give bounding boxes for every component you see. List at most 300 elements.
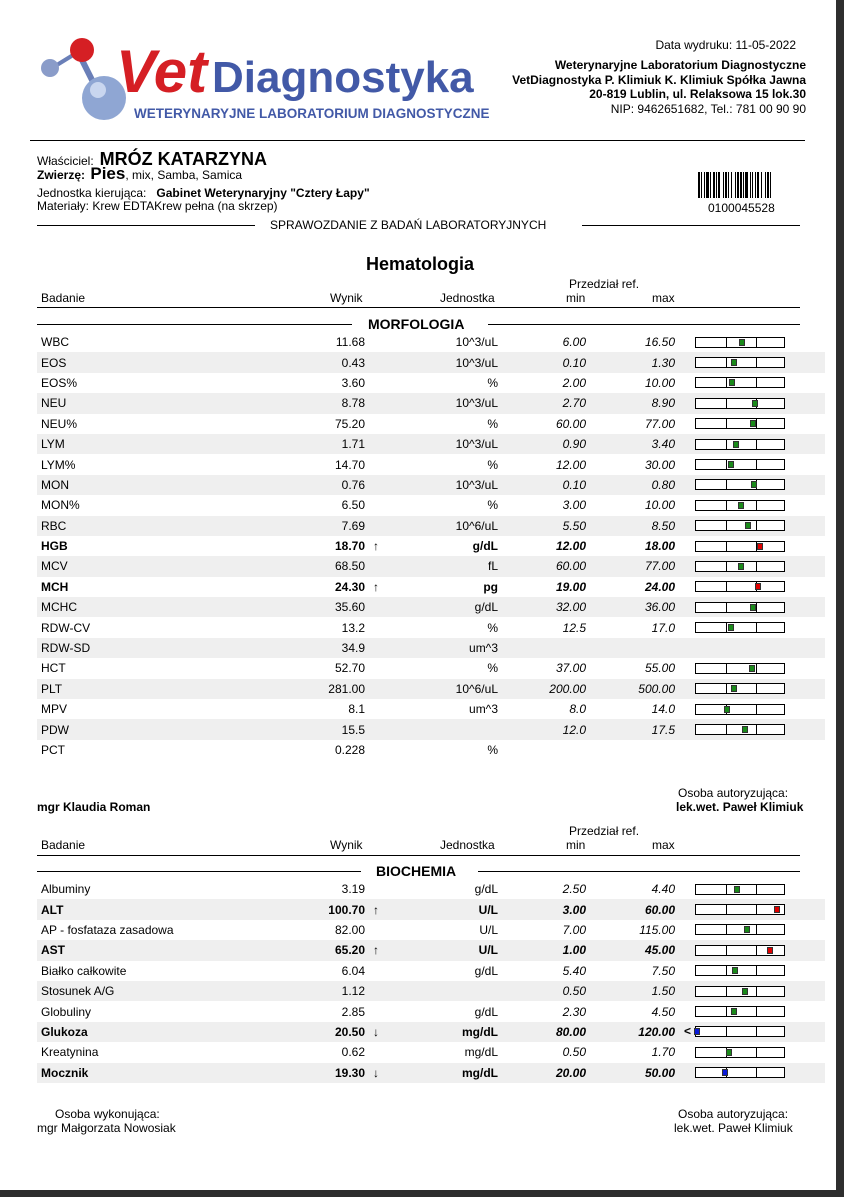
col-header-min: min: [566, 838, 586, 852]
result-unit: 10^3/uL: [455, 477, 498, 492]
lab-contact: NIP: 9462651682, Tel.: 781 00 90 90: [610, 101, 806, 116]
col-header-unit: Jednostka: [440, 838, 495, 852]
range-tick: [726, 440, 727, 449]
result-flag: [365, 597, 395, 617]
range-cell: [675, 414, 825, 434]
ref-min: 0.10: [562, 477, 586, 492]
range-cell: [675, 454, 825, 474]
range-tick: [756, 1048, 757, 1057]
range-cell: [675, 556, 825, 576]
result-flag: [365, 414, 395, 434]
range-tick: [726, 946, 727, 955]
range-marker: [757, 543, 763, 550]
range-marker: [755, 583, 761, 590]
test-name: Globuliny: [41, 1004, 92, 1019]
group-title-morfologia: MORFOLOGIA: [368, 316, 465, 332]
test-name: EOS%: [41, 375, 78, 390]
result-unit: [395, 981, 498, 1001]
range-marker: [728, 461, 734, 468]
ref-min: 60.00: [555, 416, 586, 431]
range-tick: [756, 966, 757, 975]
range-marker: [734, 886, 740, 893]
range-bar: [695, 683, 785, 694]
result-value: 15.5: [341, 722, 365, 737]
ref-min: 60.00: [555, 559, 586, 574]
range-bar: [695, 945, 785, 956]
result-row: [37, 577, 825, 597]
test-name: MON: [41, 477, 69, 492]
materials: Krew EDTAKrew pełna (na skrzep): [92, 199, 278, 213]
ref-max: 45.00: [644, 943, 675, 958]
lab-address: 20-819 Lublin, ul. Relaksowa 15 lok.30: [589, 87, 806, 101]
hematology-table: [37, 332, 825, 760]
col-header-min: min: [566, 291, 586, 305]
result-value: 14.70: [334, 457, 365, 472]
ref-min: 12.00: [555, 457, 586, 472]
range-cell: [675, 475, 825, 495]
test-name: ALT: [41, 902, 64, 917]
result-row: [37, 556, 825, 576]
range-bar: [695, 337, 785, 348]
ref-min: 2.70: [562, 396, 586, 411]
range-cell: [675, 373, 825, 393]
result-row: [37, 393, 825, 413]
ref-max: 36.00: [644, 600, 675, 615]
result-value: 3.19: [341, 882, 365, 897]
range-bar: [695, 884, 785, 895]
result-flag: [365, 475, 395, 495]
divider: [478, 871, 800, 872]
result-unit: um^3: [469, 702, 498, 717]
result-unit: %: [487, 498, 498, 513]
result-row: [37, 434, 825, 454]
result-flag: [365, 1042, 395, 1062]
test-name: WBC: [41, 335, 69, 350]
range-marker: [732, 967, 738, 974]
result-row: [37, 352, 825, 372]
result-value: 18.70: [334, 539, 365, 554]
result-unit: 10^3/uL: [455, 355, 498, 370]
ref-max: 77.00: [644, 416, 675, 431]
result-row: [37, 981, 825, 1001]
result-row: [37, 536, 825, 556]
result-value: 8.78: [341, 396, 365, 411]
range-marker: [744, 926, 750, 933]
range-cell: [675, 1022, 825, 1042]
range-bar: [695, 724, 785, 735]
result-value: 0.76: [341, 477, 365, 492]
range-cell: [675, 920, 825, 940]
result-row: [37, 597, 825, 617]
technician-name: mgr Klaudia Roman: [37, 800, 151, 814]
range-tick: [726, 542, 727, 551]
range-bar: [695, 1047, 785, 1058]
ref-min: 37.00: [555, 661, 586, 676]
range-cell: [675, 638, 825, 658]
group-title-biochemia: BIOCHEMIA: [376, 863, 457, 879]
test-name: MCV: [41, 559, 68, 574]
ref-min: 12.0: [562, 722, 586, 737]
range-bar: [695, 357, 785, 368]
ref-min: 6.00: [562, 335, 586, 350]
result-unit: mg/dL: [464, 1045, 498, 1060]
range-tick: [726, 664, 727, 673]
result-flag: ↓: [373, 1065, 379, 1080]
ref-max: 8.90: [651, 396, 675, 411]
range-tick: [756, 1007, 757, 1016]
animal-details: , mix, Samba, Samica: [125, 168, 243, 182]
authorizer-name: lek.wet. Paweł Klimiuk: [676, 800, 804, 814]
result-row: [37, 920, 825, 940]
range-cell: [675, 516, 825, 536]
result-unit: U/L: [479, 922, 498, 937]
ref-min: 0.10: [562, 355, 586, 370]
ref-max: 8.50: [651, 518, 675, 533]
result-value: 0.43: [341, 355, 365, 370]
range-tick: [726, 582, 727, 591]
range-tick: [726, 725, 727, 734]
range-cell: [675, 352, 825, 372]
result-row: [37, 940, 825, 960]
result-unit: fL: [487, 559, 498, 574]
range-marker: [767, 947, 773, 954]
test-name: Glukoza: [41, 1024, 88, 1039]
range-tick: [726, 603, 727, 612]
range-cell: [675, 597, 825, 617]
result-unit: g/dL: [474, 1004, 498, 1019]
ref-max: 1.30: [651, 355, 675, 370]
biochemistry-table: [37, 879, 825, 1083]
result-unit: 10^3/uL: [455, 437, 498, 452]
range-cell: [675, 332, 825, 352]
result-row: [37, 879, 825, 899]
result-row: [37, 454, 825, 474]
ref-max: 30.00: [644, 457, 675, 472]
range-marker: [745, 522, 751, 529]
lab-info: [512, 58, 806, 116]
range-bar: [695, 439, 785, 450]
result-row: [37, 475, 825, 495]
range-bar: [695, 541, 785, 552]
test-name: Mocznik: [41, 1065, 89, 1080]
result-row: [37, 1022, 825, 1042]
result-flag: [365, 879, 395, 899]
test-name: AP - fosfataza zasadowa: [41, 922, 174, 937]
col-header-unit: Jednostka: [440, 291, 495, 305]
ref-max: 10.00: [644, 498, 675, 513]
range-bar: [695, 398, 785, 409]
range-tick: [756, 623, 757, 632]
result-flag: [365, 352, 395, 372]
ref-min: 7.00: [562, 922, 586, 937]
materials-line: Materiały: Krew EDTAKrew pełna (na skrzep): [37, 199, 278, 213]
ref-min: 0.90: [562, 437, 586, 452]
range-marker: [738, 563, 744, 570]
result-flag: [365, 920, 395, 940]
performer-label: Osoba wykonująca:: [55, 1107, 160, 1121]
result-flag: [365, 699, 395, 719]
result-flag: [365, 495, 395, 515]
range-marker: [750, 604, 756, 611]
result-value: 1.71: [341, 437, 365, 452]
performer-name: mgr Małgorzata Nowosiak: [37, 1121, 176, 1135]
range-bar: [695, 377, 785, 388]
result-unit: g/dL: [472, 539, 498, 554]
test-name: LYM%: [41, 457, 76, 472]
range-marker: [722, 1069, 728, 1076]
result-value: 2.85: [341, 1004, 365, 1019]
range-cell: [675, 940, 825, 960]
result-value: 75.20: [334, 416, 365, 431]
range-tick: [726, 358, 727, 367]
test-name: MPV: [41, 702, 68, 717]
ref-min: 2.00: [562, 375, 586, 390]
result-unit: %: [487, 743, 498, 757]
result-unit: [395, 719, 498, 739]
result-value: 11.68: [335, 335, 365, 350]
range-marker: [724, 706, 730, 713]
range-marker: [694, 1028, 700, 1035]
authorizer-label: Osoba autoryzująca:: [678, 1107, 789, 1121]
ref-min: 2.30: [562, 1004, 586, 1019]
ref-min: 0.50: [562, 1045, 586, 1060]
ref-max: 4.50: [651, 1004, 675, 1019]
ref-max: 77.00: [644, 559, 675, 574]
result-unit: %: [487, 457, 498, 472]
range-marker: [733, 441, 739, 448]
range-cell: [675, 577, 825, 597]
range-tick: [756, 905, 757, 914]
animal-line: Zwierzę: Pies, mix, Samba, Samica: [37, 164, 243, 183]
range-tick: [756, 521, 757, 530]
divider: [37, 307, 800, 308]
range-cell: [675, 961, 825, 981]
col-header-max: max: [652, 838, 675, 852]
range-marker: [731, 359, 737, 366]
range-tick: [726, 399, 727, 408]
range-tick: [726, 501, 727, 510]
range-bar: [695, 663, 785, 674]
test-name: HGB: [41, 539, 68, 554]
range-bar: [695, 1006, 785, 1017]
range-marker: [729, 379, 735, 386]
result-flag: ↑: [373, 579, 379, 594]
range-cell: [675, 679, 825, 699]
ref-min: 3.00: [562, 498, 586, 513]
result-value: 6.04: [341, 963, 365, 978]
ref-max: 14.0: [651, 702, 675, 717]
owner-name: MRÓZ KATARZYNA: [99, 149, 267, 169]
result-row: [37, 899, 825, 919]
test-name: MON%: [41, 498, 80, 513]
divider: [488, 324, 800, 325]
range-cell: [675, 981, 825, 1001]
vetdiagnostyka-logo: [30, 30, 500, 130]
ref-max: 3.40: [651, 437, 675, 452]
range-tick: [726, 480, 727, 489]
result-value: 0.62: [341, 1045, 365, 1060]
range-tick: [756, 440, 757, 449]
col-header-result: Wynik: [330, 291, 363, 305]
ref-max: 16.50: [644, 335, 675, 350]
range-cell: [675, 434, 825, 454]
col-header-result: Wynik: [330, 838, 363, 852]
ref-max: 120.00: [638, 1024, 675, 1039]
range-cell: [675, 740, 825, 760]
ref-min: 32.00: [555, 600, 586, 615]
test-name: LYM: [41, 437, 65, 452]
range-marker: [731, 685, 737, 692]
result-row: [37, 658, 825, 678]
result-flag: [365, 373, 395, 393]
test-name: AST: [41, 943, 65, 958]
test-name: Kreatynina: [41, 1045, 99, 1060]
test-name: PDW: [41, 722, 69, 737]
ref-min: 5.40: [562, 963, 586, 978]
result-row: [37, 1001, 825, 1021]
range-cell: [675, 719, 825, 739]
range-tick: [726, 987, 727, 996]
ref-min: 0.50: [562, 984, 586, 999]
ref-max: 500.00: [638, 681, 675, 696]
logo-tagline: WETERYNARYJNE LABORATORIUM DIAGNOSTYCZNE: [134, 106, 490, 121]
range-tick: [756, 501, 757, 510]
ref-max: [586, 638, 675, 658]
range-tick: [726, 1007, 727, 1016]
lab-company: VetDiagnostyka P. Klimiuk K. Klimiuk Spółka Jawna: [512, 72, 806, 87]
range-bar: [695, 965, 785, 976]
range-tick: [726, 378, 727, 387]
result-flag: [365, 658, 395, 678]
result-row: [37, 495, 825, 515]
range-tick: [756, 684, 757, 693]
range-tick: [726, 885, 727, 894]
range-cell: [675, 1042, 825, 1062]
range-bar: [695, 500, 785, 511]
range-tick: [726, 905, 727, 914]
result-value: 20.50: [334, 1024, 365, 1039]
result-flag: [365, 719, 395, 739]
ref-max: 1.70: [651, 1045, 675, 1060]
ref-min: 3.00: [562, 902, 586, 917]
ref-max: 10.00: [644, 375, 675, 390]
ref-min: 5.50: [562, 518, 586, 533]
result-value: 24.30: [334, 579, 365, 594]
range-marker: [726, 1049, 732, 1056]
range-marker: [774, 906, 780, 913]
range-cell: [675, 658, 825, 678]
result-value: 6.50: [341, 498, 365, 513]
result-value: 82.00: [334, 922, 365, 937]
range-marker: [738, 502, 744, 509]
out-of-range-arrow: <: [684, 1024, 692, 1039]
ref-min: 19.00: [555, 579, 586, 594]
divider: [37, 225, 255, 226]
result-unit: %: [487, 620, 498, 635]
ref-min: [498, 638, 586, 658]
divider: [37, 324, 352, 325]
range-bar: [695, 459, 785, 470]
result-row: [37, 679, 825, 699]
result-flag: ↑: [373, 902, 379, 917]
test-name: MCHC: [41, 600, 77, 615]
result-row: [37, 638, 825, 658]
range-tick: [756, 946, 757, 955]
range-tick: [726, 966, 727, 975]
range-cell: [675, 495, 825, 515]
result-value: 19.30: [334, 1065, 365, 1080]
range-cell: [675, 1001, 825, 1021]
ref-max: 0.80: [651, 477, 675, 492]
result-flag: [365, 332, 395, 352]
range-cell: [675, 699, 825, 719]
test-name: RDW-SD: [41, 641, 91, 656]
result-unit: mg/dL: [462, 1065, 498, 1080]
result-flag: [365, 516, 395, 536]
result-value: 68.50: [334, 559, 365, 574]
test-name: EOS: [41, 355, 67, 370]
divider: [37, 855, 800, 856]
result-value: 3.60: [341, 375, 365, 390]
result-unit: 10^6/uL: [455, 681, 498, 696]
range-tick: [726, 521, 727, 530]
result-flag: [365, 679, 395, 699]
test-name: RDW-CV: [41, 620, 91, 635]
range-bar: [695, 561, 785, 572]
range-tick: [756, 885, 757, 894]
report-title: SPRAWOZDANIE Z BADAŃ LABORATORYJNYCH: [270, 218, 547, 232]
result-value: 0.228: [334, 743, 365, 757]
col-header-ref: Przedział ref.: [569, 824, 640, 838]
result-row: [37, 516, 825, 536]
test-name: HCT: [41, 661, 66, 676]
ref-min: [498, 740, 586, 760]
result-flag: [365, 454, 395, 474]
result-value: 52.70: [334, 661, 365, 676]
ref-max: [586, 740, 675, 760]
result-row: [37, 719, 825, 739]
range-tick: [756, 987, 757, 996]
range-tick: [726, 925, 727, 934]
result-unit: 10^3/uL: [455, 335, 498, 350]
range-bar: [695, 1067, 785, 1078]
result-unit: g/dL: [474, 600, 498, 615]
result-row: [37, 1042, 825, 1062]
result-value: 13.2: [341, 620, 365, 635]
range-cell: [675, 536, 825, 556]
ref-min: 12.5: [562, 620, 586, 635]
result-row: [37, 414, 825, 434]
range-tick: [756, 1068, 757, 1077]
range-bar: [695, 986, 785, 997]
result-flag: [365, 434, 395, 454]
range-tick: [756, 705, 757, 714]
ref-min: 20.00: [555, 1065, 586, 1080]
range-marker: [728, 624, 734, 631]
range-tick: [726, 419, 727, 428]
range-marker: [749, 665, 755, 672]
result-unit: 10^6/uL: [455, 518, 498, 533]
owner-line: Właściciel: MRÓZ KATARZYNA: [37, 149, 267, 169]
result-unit: mg/dL: [462, 1024, 498, 1039]
result-flag: [365, 981, 395, 1001]
result-unit: g/dL: [474, 882, 498, 897]
range-tick: [756, 603, 757, 612]
result-flag: [365, 961, 395, 981]
range-marker: [731, 1008, 737, 1015]
range-bar: [695, 418, 785, 429]
range-cell: [675, 1063, 825, 1083]
